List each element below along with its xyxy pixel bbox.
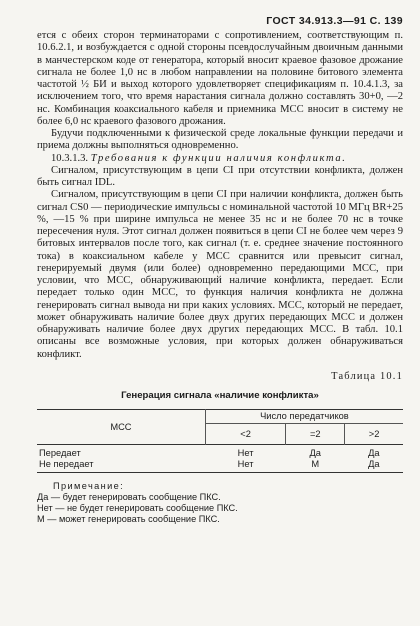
table-row-label: Не передает [39,458,94,469]
notes-heading: Примечание: [53,480,125,491]
section-title: Требования к функции наличия конфликта. [90,152,347,164]
table-row-label: Передает [39,447,81,458]
collision-table [37,409,403,473]
table-cell: Да [368,448,380,459]
running-header: ГОСТ 34.913.3—91 С. 139 [266,15,403,27]
document-page [37,14,403,525]
table-column-header: =2 [286,423,345,444]
body-text [37,30,403,361]
table-notes [37,481,403,525]
paragraph-4: Сигналом, присутствующим в цепи CI при наличии конфликта, должен быть сигнал CS0 — периодические импульсы с номинальной частотой 10 МГц BR+25 %, —15 % при ширине импульса не менее 35 нс и не более 70 нс в точке пересечения нуля. Этот сигнал должен появиться в цепи CI не более чем через 9 битовых интервалов после того, как сигнал (т. е. среднее значение постоянного тока) в коаксиальном кабеле у МСС сравнится или превысит сигнал, генерируемый двумя (или более) одновременно передающими МСС, при условии, что МСС, обнаруживающий наличие конфликта, передает. Если передает только один МСС, то функция наличия конфликта не должна генерировать сигнал вывода ни при каких условиях. МСС, который не передает, может обнаруживать наличие более двух других передающих МСС и должен обнаруживать наличие более двух других передающих МСС. В табл. 10.1 описаны все возможные условия, при которых должен обнаруживаться конфликт. [37,189,403,360]
paragraph-3: Сигналом, присутствующим в цепи CI при отсутствии конфликта, должен быть сигнал IDL. [37,164,403,188]
table-row [37,444,403,459]
paragraph-2: Будучи подключенными к физической среде локальные функции передачи и приема должны выполняться одновременно. [37,128,403,152]
table-label: Таблица 10.1 [331,370,403,382]
section-heading [37,153,403,165]
section-number: 10.3.1.3. [51,152,89,164]
paragraph-1: ется с обеих сторон терминаторами с сопротивлением, соответствующим п. 10.6.2.1, и возбуждается с одной стороны псевдослучайным двоичным данными в манчестерском коде от генератора, который вносит краевое фазовое дрожание сигнала не более 1,0 нс в любом направлении на половине битового элемента частотой ½ БИ и выход которого удовлетворяет спецификациям п. 10.4.1.3, за исключением того, что время нарастания сигнала должно составлять 30+0, —2 нс. Комбинация коаксиального кабеля и приемника МСС вносит в систему не более 6,0 нс краевого фазового дрожания. [37,30,403,127]
table-row [37,459,403,473]
table-cell: Да [368,459,380,470]
note-item: М — может генерировать сообщение ПКС. [37,513,220,524]
table-row-header: МСС [110,421,132,432]
table-group-header: Число передатчиков [205,409,403,423]
table-column-header: <2 [205,423,285,444]
table-cell: Нет [237,459,254,470]
table-cell: Нет [237,448,254,459]
table-cell: Да [309,448,321,459]
table-caption: Генерация сигнала «наличие конфликта» [121,389,319,401]
note-item: Нет — не будет генерировать сообщение ПКС. [37,502,238,513]
table-cell: М [311,459,320,470]
table-column-header: >2 [345,423,403,444]
note-item: Да — будет генерировать сообщение ПКС. [37,491,221,502]
